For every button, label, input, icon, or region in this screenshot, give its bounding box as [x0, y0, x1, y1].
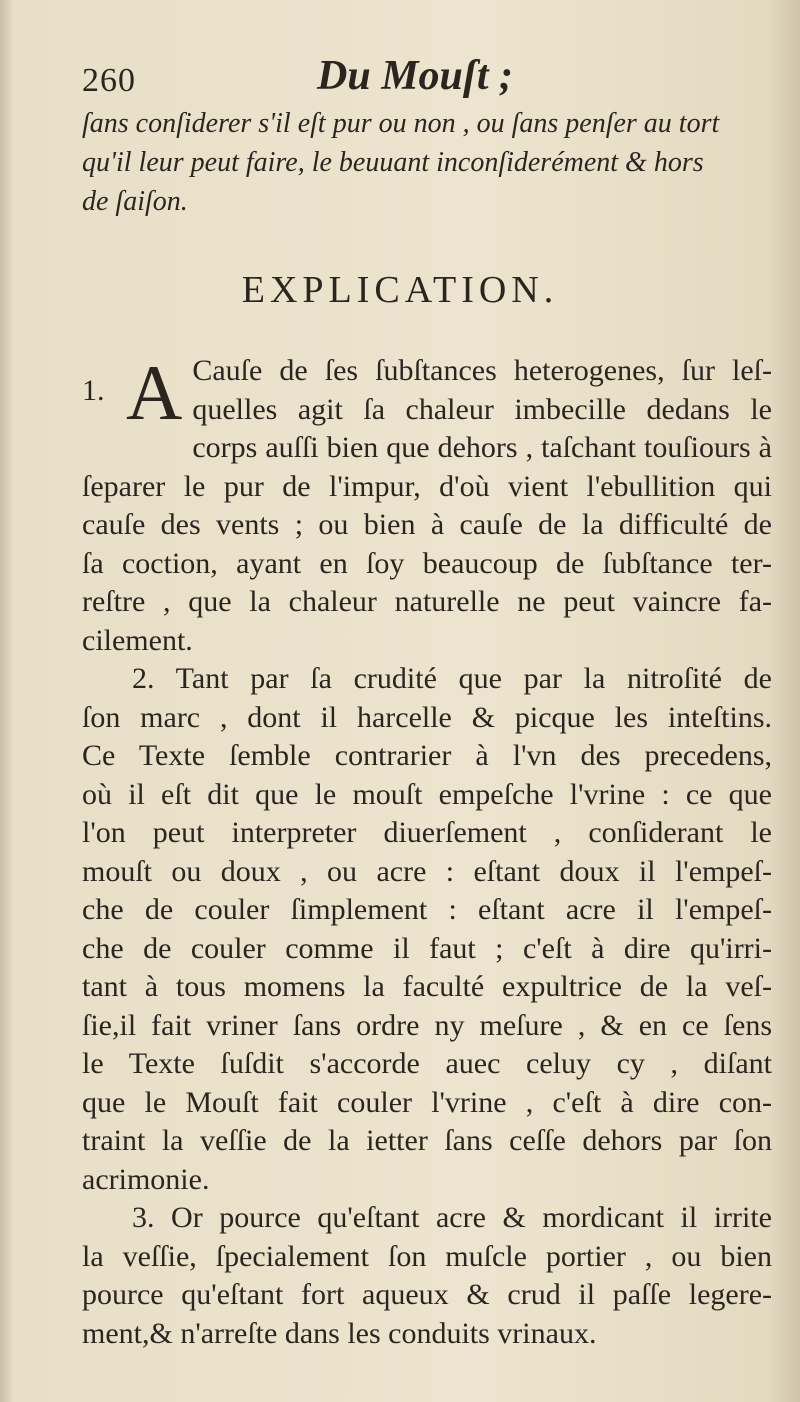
- paragraph-1: [82, 349, 772, 660]
- running-title: Du Mouſt ;: [317, 53, 514, 99]
- text-line: ment,& n'arreſte dans les conduits vrinaux.: [82, 1316, 597, 1350]
- paragraph-3: [82, 1199, 772, 1353]
- text-line: 3. Or pource qu'eſtant acre & mordicant il irrite: [132, 1201, 772, 1234]
- text-line: 2. Tant par ſa crudité que par la nitroſité de: [132, 662, 772, 695]
- text-line: où il eſt dit que le mouſt empeſche l'vrine : ce que: [82, 777, 772, 811]
- text-line: cilement.: [82, 623, 193, 657]
- text-line: mouſt ou doux , ou acre : eſtant doux il l'empeſ-: [82, 854, 772, 888]
- text-line: tant à tous momens la faculté expultrice de la veſ-: [82, 970, 772, 1003]
- text-line: acrimonie.: [82, 1162, 210, 1196]
- text-line: cauſe des vents ; ou bien à cauſe de la difficulté de: [82, 508, 772, 541]
- text-line: que le Mouſt fait couler l'vrine , c'eſt à dire con-: [82, 1085, 772, 1119]
- drop-cap: 1. A: [82, 349, 183, 436]
- text-line: la veſſie, ſpecialement ſon muſcle portier , ou bien: [82, 1239, 772, 1273]
- text-line: reſtre , que la chaleur naturelle ne peut vaincre fa-: [82, 585, 772, 618]
- page-number: 260: [82, 62, 136, 99]
- text-line: ſie,il fait vriner ſans ordre ny meſure , & en ce ſens: [82, 1008, 772, 1042]
- text-line: che de couler ſimplement : eſtant acre il l'empeſ-: [82, 893, 772, 926]
- text-line: Cauſe de ſes ſubſtances heterogenes, ſur leſ-: [192, 354, 772, 387]
- text-line: ſon marc , dont il harcelle & picque les inteſtins.: [82, 700, 772, 734]
- intro-line: de ſaiſon.: [82, 186, 188, 217]
- text-line: traint la veſſie de la ietter ſans ceſſe dehors par ſon: [82, 1124, 772, 1157]
- intro-line: qu'il leur peut faire, le beuuant inconſiderément & hors: [82, 147, 704, 178]
- section-heading: EXPLICATION.: [241, 269, 559, 311]
- text-line: che de couler comme il faut ; c'eſt à dire qu'irri-: [82, 931, 772, 965]
- paragraph-2: [82, 660, 772, 1199]
- text-line: le Texte ſuſdit s'accorde auec celuy cy , diſant: [82, 1047, 772, 1080]
- page-header: [82, 52, 742, 102]
- body-text: [82, 349, 772, 1353]
- text-line: Ce Texte ſemble contrarier à l'vn des precedens,: [82, 739, 772, 772]
- intro-text: [82, 104, 762, 221]
- text-line: quelles agit ſa chaleur imbecille dedans le: [192, 392, 772, 426]
- text-line: pource qu'eſtant fort aqueux & crud il paſſe legere-: [82, 1278, 772, 1311]
- text-line: ſa coction, ayant en ſoy beaucoup de ſubſtance ter-: [82, 546, 772, 580]
- text-line: corps auſſi bien que dehors , taſchant touſiours à: [192, 431, 772, 464]
- text-line: l'on peut interpreter diuerſement , conſiderant le: [82, 816, 772, 849]
- text-line: ſeparer le pur de l'impur, d'où vient l'ebullition qui: [82, 469, 772, 503]
- intro-line: ſans conſiderer s'il eſt pur ou non , ou ſans penſer au tort: [82, 108, 720, 139]
